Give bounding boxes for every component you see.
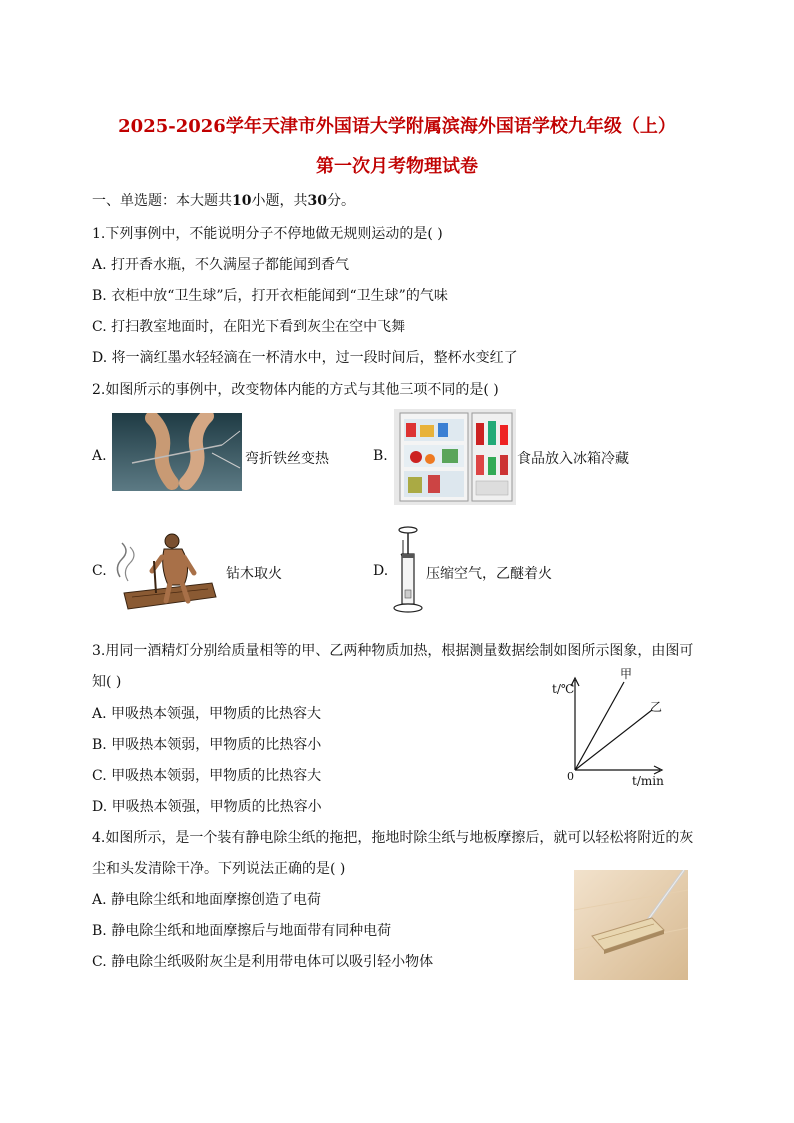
- section-header: [92, 190, 355, 210]
- temperature-time-graph: [548, 662, 668, 792]
- q3-stem-line1: 3.用同一酒精灯分别给质量相等的甲、乙两种物质加热，根据测量数据绘制如图所示图象，由图可: [92, 643, 694, 659]
- q3-option-d: D. 甲吸热本领强，甲物质的比热容小: [92, 799, 322, 815]
- q4-option-c: C. 静电除尘纸吸附灰尘是利用带电体可以吸引轻小物体: [92, 954, 434, 970]
- q3-stem-line2: 知( ): [92, 674, 122, 690]
- q2-option-a-caption: 弯折铁丝变热: [245, 451, 329, 467]
- q2-option-d-caption: 压缩空气，乙醚着火: [426, 566, 552, 582]
- q2-option-a-letter: A.: [92, 448, 107, 464]
- q2-option-c-letter: C.: [92, 563, 107, 579]
- air-compressor-image: [392, 524, 424, 614]
- graph-xlabel: t/min: [632, 774, 664, 788]
- q3-option-b: B. 甲吸热本领弱，甲物质的比热容小: [92, 737, 322, 753]
- q4-stem-line1: 4.如图所示，是一个装有静电除尘纸的拖把，拖地时除尘纸与地板摩擦后，就可以轻松将附近的灰: [92, 830, 694, 846]
- q2-option-c-caption: 钻木取火: [226, 566, 282, 582]
- exam-title-line2: 第一次月考物理试卷: [316, 156, 478, 177]
- static-mop-image: [574, 870, 688, 980]
- graph-line-jia-label: 甲: [620, 667, 633, 681]
- q2-stem: 2.如图所示的事例中，改变物体内能的方式与其他三项不同的是( ): [92, 382, 499, 398]
- section-suffix: 分。: [326, 193, 355, 209]
- q1-option-a: A. 打开香水瓶，不久满屋子都能闻到香气: [92, 257, 350, 273]
- q2-option-d-letter: D.: [373, 563, 389, 579]
- graph-ylabel: t/℃: [552, 682, 575, 696]
- q1-option-c: C. 打扫教室地面时，在阳光下看到灰尘在空中飞舞: [92, 319, 406, 335]
- q4-stem-line2: 尘和头发清除干净。下列说法正确的是( ): [92, 861, 346, 877]
- q4-option-b: B. 静电除尘纸和地面摩擦后与地面带有同种电荷: [92, 923, 392, 939]
- q1-option-b: B. 衣柜中放“卫生球”后，打开衣柜能闻到“卫生球”的气味: [92, 288, 448, 304]
- q1-stem: 1.下列事例中，不能说明分子不停地做无规则运动的是( ): [92, 226, 443, 242]
- section-prefix: 一、单选题：本大题共: [92, 193, 232, 209]
- q4-option-a: A. 静电除尘纸和地面摩擦创造了电荷: [92, 892, 322, 908]
- fridge-image: [394, 409, 516, 505]
- drilling-wood-image: [112, 527, 224, 617]
- section-mid: 小题，共: [251, 193, 308, 209]
- q3-option-c: C. 甲吸热本领弱，甲物质的比热容大: [92, 768, 322, 784]
- q2-option-b-caption: 食品放入冰箱冷藏: [517, 451, 629, 467]
- q1-option-d: D. 将一滴红墨水轻轻滴在一杯清水中，过一段时间后，整杯水变红了: [92, 350, 518, 366]
- section-score: 30: [307, 193, 327, 209]
- graph-line-yi-label: 乙: [650, 700, 663, 714]
- q3-option-a: A. 甲吸热本领强，甲物质的比热容大: [92, 706, 322, 722]
- q2-option-b-letter: B.: [373, 448, 388, 464]
- exam-title-line1: 2025-2026学年天津市外国语大学附属滨海外国语学校九年级（上）: [118, 116, 676, 137]
- graph-origin: 0: [567, 770, 574, 783]
- bending-wire-image: [112, 413, 242, 491]
- section-count: 10: [232, 193, 252, 209]
